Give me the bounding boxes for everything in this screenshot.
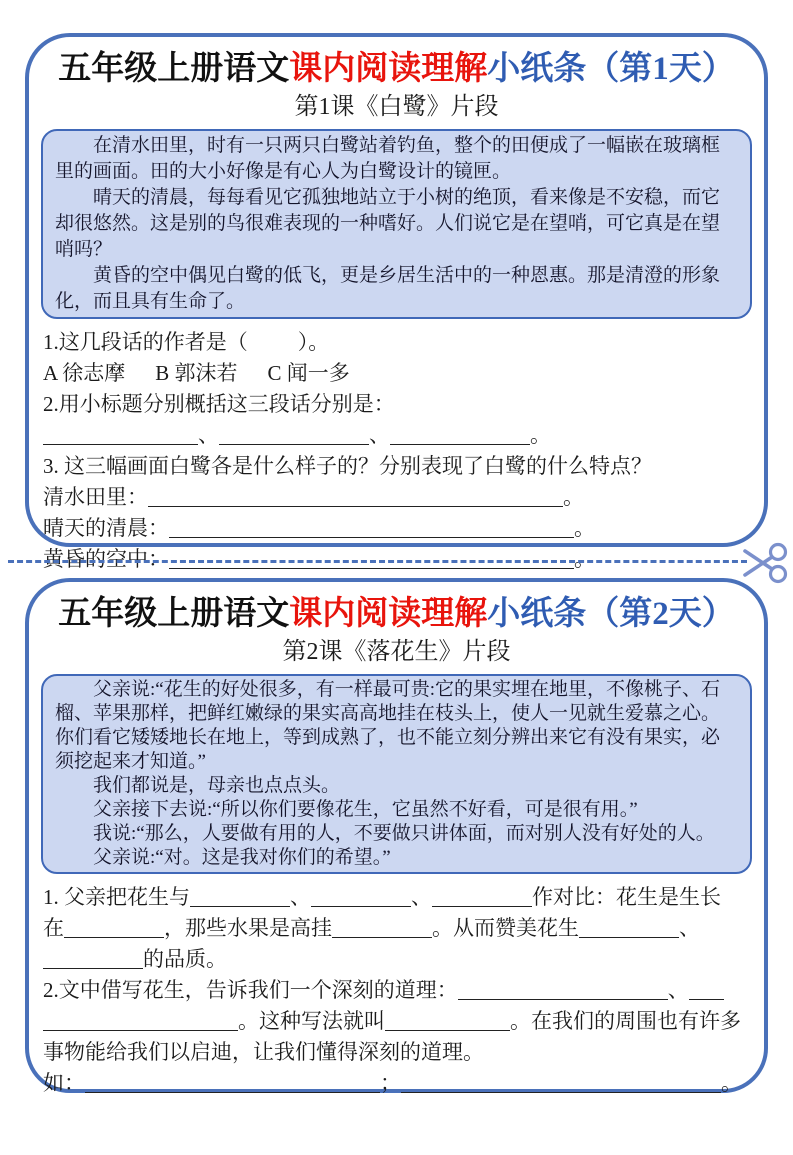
question-line xyxy=(43,882,750,913)
answer-blank[interactable] xyxy=(689,981,724,1000)
question-area-day1 xyxy=(41,325,752,575)
answer-blank[interactable] xyxy=(332,919,432,938)
answer-blank[interactable] xyxy=(43,1012,238,1031)
question-text: 黄昏的空中： xyxy=(43,547,169,571)
spacer xyxy=(248,348,298,349)
question-text: A 徐志摩 xyxy=(43,361,126,385)
question-text: 2.文中借写花生，告诉我们一个深刻的道理： xyxy=(43,978,458,1002)
question-text: 、 xyxy=(369,423,390,447)
question-text: 。 xyxy=(574,516,595,540)
question-text: 1. 父亲把花生与 xyxy=(43,885,190,909)
passage-paragraph: 我说:“那么，人要做有用的人，不要做只讲体面，而对别人没有好处的人。 xyxy=(93,823,715,844)
question-text: 。从而赞美花生 xyxy=(432,916,579,940)
question-line xyxy=(43,1037,750,1068)
answer-blank[interactable] xyxy=(458,981,668,1000)
question-text: 。 xyxy=(574,547,595,571)
answer-blank[interactable] xyxy=(579,919,679,938)
answer-blanks-line xyxy=(43,944,750,975)
worksheet-title-day1 xyxy=(41,47,752,91)
answer-blank[interactable] xyxy=(311,888,411,907)
answer-blank[interactable] xyxy=(148,488,563,507)
question-text: 、 xyxy=(667,978,689,1002)
answer-blanks-line xyxy=(43,482,750,513)
question-text: 。在我们的周围也有许多 xyxy=(510,1009,741,1033)
answer-blank[interactable] xyxy=(432,888,532,907)
answer-blank[interactable] xyxy=(43,950,143,969)
title-topic-part: 课内阅读理解 xyxy=(289,596,488,632)
title-day-part: 小纸条（第2天） xyxy=(487,596,735,632)
question-text: 。 xyxy=(721,1071,742,1095)
scissors-icon xyxy=(741,539,791,587)
dashed-cut-line xyxy=(8,560,747,563)
answer-blank[interactable] xyxy=(190,888,290,907)
question-text: 在 xyxy=(43,916,64,940)
passage-paragraph: 在清水田里，时有一只两只白鹭站着钓鱼，整个的田便成了一幅嵌在玻璃框里的画面。田的大小好像是有心人为白鹭设计的镜匣。 xyxy=(55,135,721,182)
question-text: 事物能给我们以启迪，让我们懂得深刻的道理。 xyxy=(43,1040,484,1064)
question-text: 3. 这三幅画面白鹭各是什么样子的？分别表现了白鹭的什么特点？ xyxy=(43,454,652,478)
question-text: 。 xyxy=(530,423,551,447)
question-text: 、 xyxy=(290,885,311,909)
worksheet-day2-card xyxy=(25,578,768,1093)
spacer xyxy=(238,379,268,380)
answer-blank[interactable] xyxy=(401,1074,721,1093)
answer-blank[interactable] xyxy=(64,919,164,938)
passage-box-day2 xyxy=(41,674,752,874)
passage-paragraph: 黄昏的空中偶见白鹭的低飞，更是乡居生活中的一种恩惠。那是清澄的形象化，而且具有生命了。 xyxy=(55,265,721,312)
question-line xyxy=(43,1006,750,1037)
answer-blank[interactable] xyxy=(169,519,574,538)
question-line xyxy=(43,327,750,358)
question-text: 如： xyxy=(43,1071,85,1095)
worksheet-day1-card xyxy=(25,33,768,571)
lesson-subtitle-day1: 第1课《白鹭》片段 xyxy=(294,94,499,120)
question-text: 的品质。 xyxy=(143,947,227,971)
answer-blanks-line xyxy=(43,513,750,544)
question-text: 2.用小标题分别概括这三段话分别是： xyxy=(43,392,395,416)
cut-line-divider xyxy=(0,547,793,578)
question-text: C 闻一多 xyxy=(267,361,350,385)
question-line xyxy=(43,389,750,420)
question-text: ； xyxy=(380,1071,401,1095)
question-text: 1.这几段话的作者是（ xyxy=(43,330,248,354)
question-line xyxy=(43,913,750,944)
answer-blank[interactable] xyxy=(43,426,198,445)
passage-box-day1 xyxy=(41,129,752,319)
passage-paragraph: 父亲接下去说:“所以你们要像花生，它虽然不好看，可是很有用。” xyxy=(93,799,638,820)
title-topic-part: 课内阅读理解 xyxy=(289,51,488,87)
worksheet-title-day2 xyxy=(41,592,752,636)
question-text: 。 xyxy=(563,485,584,509)
title-grade-part: 五年级上册语文 xyxy=(58,596,290,632)
question-text: B 郭沫若 xyxy=(155,361,238,385)
question-text: ）。 xyxy=(297,330,330,354)
title-grade-part: 五年级上册语文 xyxy=(58,51,290,87)
answer-blank[interactable] xyxy=(85,1074,380,1093)
question-text: 、 xyxy=(411,885,432,909)
question-options-line xyxy=(43,358,750,389)
lesson-subtitle-day2: 第2课《落花生》片段 xyxy=(282,639,511,665)
answer-blank[interactable] xyxy=(219,426,369,445)
answer-blank[interactable] xyxy=(385,1012,510,1031)
question-text: ，那些水果是高挂 xyxy=(164,916,332,940)
answer-blanks-line xyxy=(43,420,750,451)
answer-blank[interactable] xyxy=(390,426,530,445)
question-text: 、 xyxy=(679,916,700,940)
question-line xyxy=(43,451,750,482)
passage-paragraph: 父亲说:“对。这是我对你们的希望。” xyxy=(93,847,391,868)
question-area-day2 xyxy=(41,880,752,1099)
spacer xyxy=(125,379,155,380)
question-text: 清水田里： xyxy=(43,485,148,509)
question-text: 晴天的清晨： xyxy=(43,516,169,540)
passage-paragraph: 父亲说:“花生的好处很多，有一样最可贵:它的果实埋在地里，不像桃子、石榴、苹果那样，把鲜红嫩绿的果实高高地挂在枝头上，使人一见就生爱慕之心。你们看它矮矮地长在地上，等到成熟了，也不能立刻分辨出来它有没有果实，必须挖起来才知道。” xyxy=(55,679,721,772)
question-line xyxy=(43,975,750,1006)
title-day-part: 小纸条（第1天） xyxy=(487,51,735,87)
answer-blanks-line xyxy=(43,1068,750,1099)
passage-paragraph: 晴天的清晨，每每看见它孤独地站立于小树的绝顶，看来像是不安稳，而它却很悠然。这是别的鸟很难表现的一种嗜好。人们说它是在望哨，可它真是在望哨吗？ xyxy=(55,187,721,260)
question-text: 、 xyxy=(198,423,219,447)
question-text: 。这种写法就叫 xyxy=(238,1009,385,1033)
question-text: 作对比：花生是生长 xyxy=(532,885,721,909)
passage-paragraph: 我们都说是，母亲也点点头。 xyxy=(93,775,341,796)
